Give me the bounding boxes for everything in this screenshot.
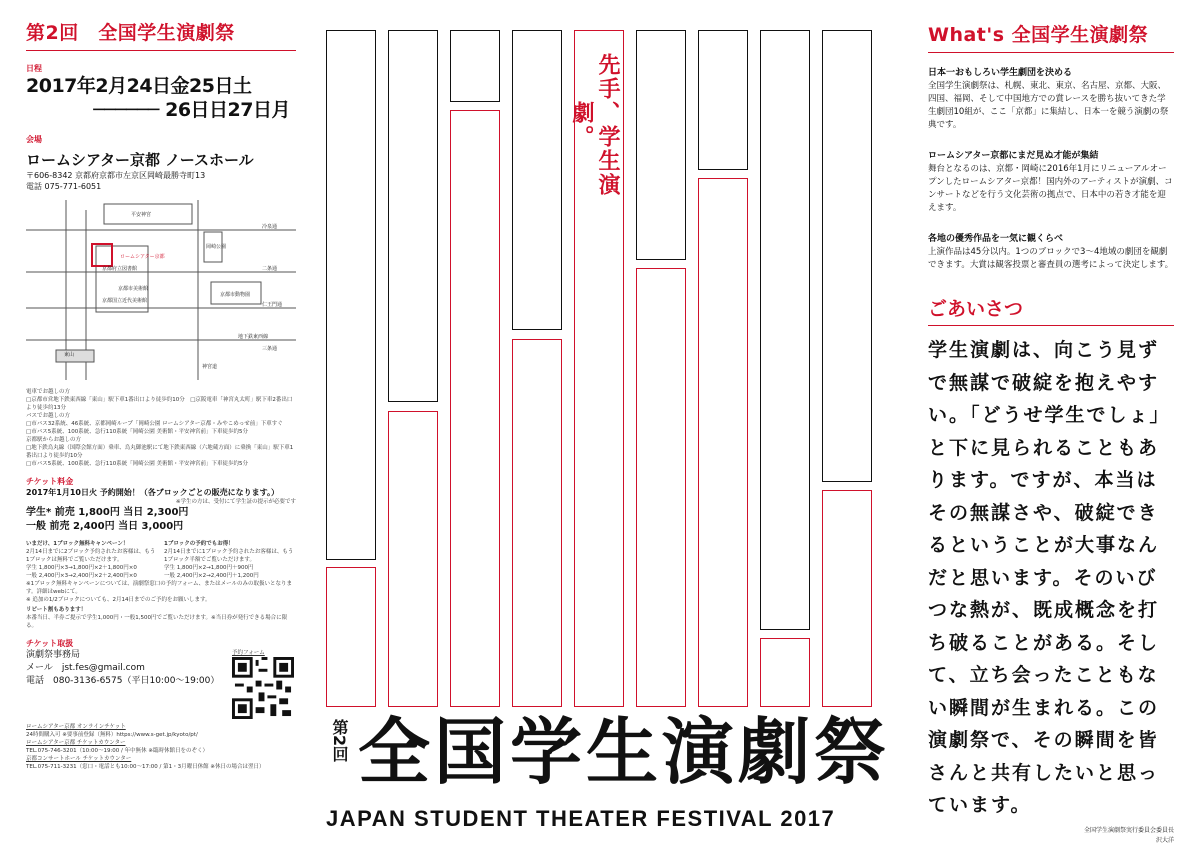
map-label: 冷泉通	[262, 224, 278, 230]
access-line: □京都市営地下鉄東西線「東山」駅下車1番出口より徒歩約10分 □京阪電車「神宮丸太町」駅下車2番出口より徒歩約13分	[26, 397, 293, 411]
rohm-counter-tel: TEL.075-746-3201（10:00〜19:00 / 年中無休 ※臨時休館日をのぞく）	[26, 748, 209, 754]
access-line: 京都駅からお越しの方	[26, 437, 82, 443]
campaign-a-title: いまだけ、1ブロック無料キャンペーン！	[26, 541, 129, 547]
ticket-start: 2017年1月10日火 予約開始！（各ブロックごとの販売になります。）	[26, 488, 279, 497]
graphic-bar	[760, 30, 810, 630]
campaigns	[26, 540, 296, 580]
ticket-sales-label: チケット取扱	[26, 639, 74, 648]
map-label: 二条通	[262, 266, 278, 272]
graphic-bar	[450, 30, 500, 102]
venue-address: 〒606-8342 京都府京都市左京区岡崎最勝寺町13	[26, 171, 206, 180]
campaign-a-calc: 一般 2,400円×3→2,400円×2＋2,400円×0	[26, 573, 137, 579]
repeat-title: リピート割もあります！	[26, 607, 87, 613]
access-line: □市バス5系統、100系統、急行110系統「岡崎公園 美術館・平安神宮前」下車徒歩約5分	[26, 429, 248, 435]
signature-role: 全国学生演劇祭実行委員会委員長	[1083, 826, 1174, 834]
graphic-bar	[512, 339, 562, 707]
qr-code-icon[interactable]	[232, 657, 294, 719]
graphic-bar	[636, 268, 686, 707]
section-body: 全国学生演劇祭は、札幌、東北、東京、名古屋、京都、大阪、四国、福岡、そして中国地方での賞レースを勝ち抜いてきた学生劇団10組が、ここ「京都」に集結し、日本一を競う演劇の祭典です。	[928, 81, 1169, 130]
map-label: 平安神宮	[131, 212, 152, 218]
poster-center	[318, 22, 892, 842]
tagline: 先手、学生演劇。	[569, 53, 620, 197]
campaign-b-body: 2月14日までに1ブロック予約されたお客様は、もう1ブロック半額でご覧いただけます。	[164, 549, 294, 563]
map-label: 仁王門通	[262, 302, 283, 308]
campaign-b-title: 1ブロックの予約でもお得！	[164, 541, 234, 547]
section-title: 日本一おもしろい学生劇団を決める	[928, 68, 1073, 78]
graphic-bar	[388, 30, 438, 402]
concert-hall: 京都コンサートホール チケットカウンター	[26, 756, 132, 762]
graphic-bar	[698, 30, 748, 170]
graphic-bar	[698, 178, 748, 707]
graphic-bar	[636, 30, 686, 260]
festival-header: 第2回 全国学生演劇祭	[26, 18, 296, 51]
venue-label: 会場	[26, 135, 42, 144]
campaign-note: ※ 追加の1/2ブロックについても、2月14日までのご予約をお願いします。	[26, 597, 211, 603]
map-label: 京都市動物園	[220, 292, 251, 298]
access-directions	[26, 388, 296, 468]
repeat-body: 本番当日、半券ご提示で学生1,000円・一般1,500円でご覧いただけます。※当日券が発行できる場合に限る。	[26, 615, 288, 629]
graphic-bar	[822, 490, 872, 707]
access-line: バスでお越しの方	[26, 413, 71, 419]
right-info-column	[928, 20, 1174, 844]
graphic-bar	[326, 567, 376, 707]
access-line: □地下鉄烏丸線（国際会館方面）乗車、烏丸御池駅にて地下鉄東西線（六地蔵方面）に乗換「東山」駅下車1番出口より徒歩約10分	[26, 445, 294, 459]
ticket-price-label: チケット料金	[26, 477, 74, 486]
price-general: 一般 前売 2,400円 当日 3,000円	[26, 521, 184, 532]
festival-title-english: JAPAN STUDENT THEATER FESTIVAL 2017	[326, 806, 836, 831]
graphic-bar	[388, 411, 438, 707]
graphic-bar	[326, 30, 376, 560]
greeting-text: 学生演劇は、向こう見ずで無謀で破綻を抱えやすい。「どうせ学生でしょ」と下に見られることもあります。ですが、本当はその無謀さや、破綻できるということが大事なんだと思います。そのいびつな熱が、既成概念を打ち破ることがある。そして、立ち会ったこともない瞬間が生まれる。この演劇祭で、その瞬間を皆さんと共有したいと思っています。	[928, 339, 1171, 816]
greeting-header: ごあいさつ	[928, 294, 1174, 326]
graphic-bar	[760, 638, 810, 707]
map-label: 京都府立図書館	[102, 266, 138, 272]
left-info-column	[26, 18, 296, 838]
form-label: 予約フォーム	[232, 650, 265, 656]
map-label: 京都市美術館	[118, 286, 149, 292]
signature-name: 沢大洋	[1155, 836, 1174, 844]
rohm-counter: ロームシアター京都 チケットカウンター	[26, 740, 126, 746]
map-label: 岡崎公園	[206, 244, 227, 250]
access-line: □市バス32系統、46系統、京都岡崎ループ「岡崎公園 ロームシアター京都・みやこめっせ前」下車すぐ	[26, 421, 283, 427]
price-student: 学生* 前売 1,800円 当日 2,300円	[26, 507, 189, 518]
graphic-bar	[512, 30, 562, 330]
edition-number: 第2回	[330, 719, 349, 763]
map-label: 神宮道	[202, 364, 218, 370]
access-line: 電車でお越しの方	[26, 389, 71, 395]
office-mail[interactable]: メール jst.fes@gmail.com	[26, 663, 145, 673]
office-phone: 電話 080-3136-6575（平日10:00〜19:00）	[26, 676, 220, 686]
date-line-1: 2017年2月24日金25日土	[26, 75, 252, 97]
access-map	[26, 200, 296, 380]
section-title: ロームシアター京都にまだ見ぬ才能が集結	[928, 151, 1099, 161]
campaign-b-calc: 学生 1,800円×2→1,800円＋900円	[164, 565, 254, 571]
access-line: □市バス5系統、100系統、急行110系統「岡崎公園 美術館・平安神宮前」下車徒歩約5分	[26, 461, 248, 467]
concert-hall-tel: TEL.075-711-3231（窓口・電話とも10:00〜17:00 / 第1・3月曜日休館 ※休日の場合は翌日）	[26, 764, 265, 770]
rohm-online-detail[interactable]: 24時間購入可 ※要事前登録（無料）https://www.s-get.jp/kyoto/pt/	[26, 732, 198, 738]
section-body: 上演作品は45分以内。1つのブロックで3〜4地域の劇団を観劇できます。大賞は観客投票と審査員の選考によって決定します。	[928, 247, 1174, 270]
map-label: 三条通	[262, 346, 278, 352]
whats-header: What's 全国学生演劇祭	[928, 20, 1174, 53]
map-label: 京都国立近代美術館	[102, 298, 148, 304]
map-label: 地下鉄東西線	[238, 334, 269, 340]
rohm-online: ロームシアター京都 オンラインチケット	[26, 724, 126, 730]
date-line-2: ────── 26日日27日月	[93, 99, 290, 121]
map-label: ロームシアター京都	[120, 254, 165, 260]
ticket-note: ※学生の方は、受付にて学生証の提示が必要です	[175, 499, 296, 505]
map-label: 東山	[64, 352, 75, 358]
campaign-b-calc: 一般 2,400円×2→2,400円＋1,200円	[164, 573, 259, 579]
graphic-bar	[450, 110, 500, 707]
section-body: 舞台となるのは、京都・岡崎に2016年1月にリニューアルオープンしたロームシアター京都！国内外のアーティストが演劇、コンサートなどを行う文化芸術の拠点で、日本中の若き才能を迎えます。	[928, 164, 1173, 213]
graphic-bar	[822, 30, 872, 482]
section-title: 各地の優秀作品を一気に観くらべ	[928, 234, 1064, 244]
campaign-a-calc: 学生 1,800円×3→1,800円×2＋1,800円×0	[26, 565, 137, 571]
campaign-note: ※1ブロック無料キャンペーンについては、演劇祭窓口の予約フォーム、またはメールのみの取扱いとなります。詳細はwebにて。	[26, 581, 293, 595]
venue-tel: 電話 075-771-6051	[26, 182, 102, 191]
schedule-label: 日程	[26, 64, 42, 73]
campaign-a-body: 2月14日までに2ブロック予約されたお客様は、もう1ブロックは無料でご覧いただけます。	[26, 549, 156, 563]
office-name: 演劇祭事務局	[26, 650, 81, 660]
venue-name: ロームシアター京都 ノースホール	[26, 151, 254, 169]
festival-title: 全国学生演劇祭	[358, 710, 891, 794]
